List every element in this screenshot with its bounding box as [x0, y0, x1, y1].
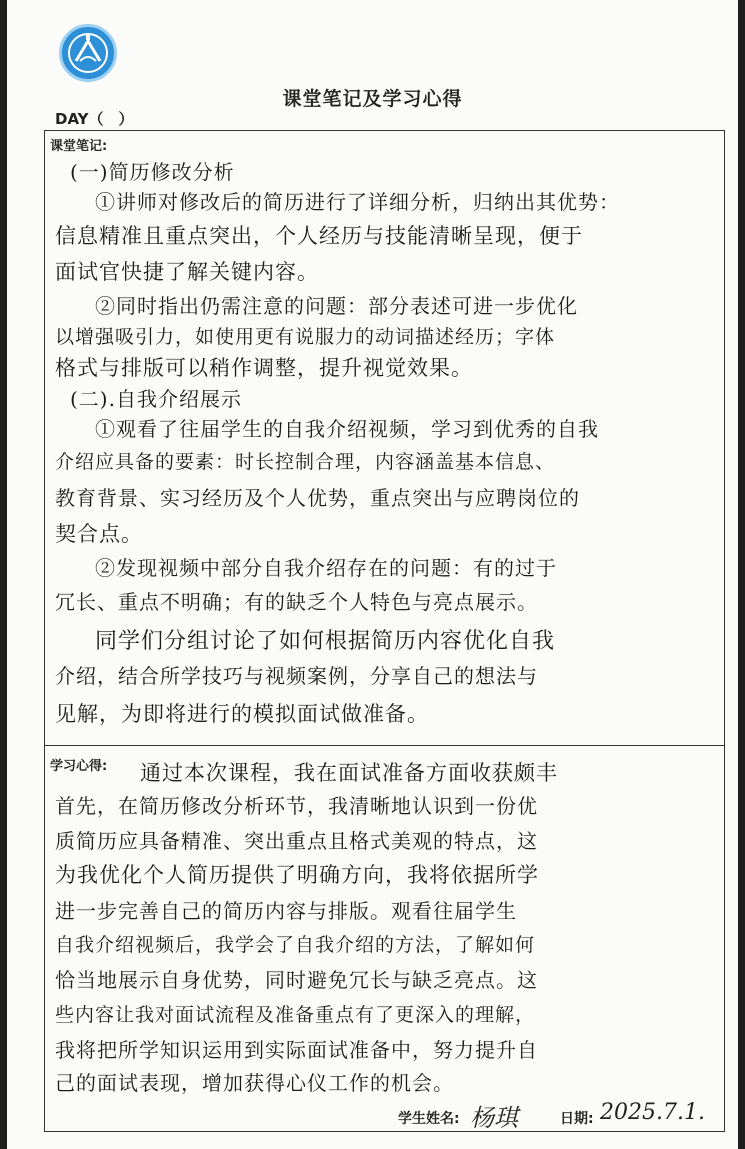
reflection-line: 质简历应具备精准、突出重点且格式美观的特点，这	[55, 829, 538, 853]
page-title: 课堂笔记及学习心得	[282, 88, 463, 110]
reflection-label: 学习心得:	[50, 759, 108, 774]
notes-line: 见解，为即将进行的模拟面试做准备。	[55, 702, 429, 726]
notes-line: 契合点。	[55, 522, 143, 546]
reflection-line: 进一步完善自己的简历内容与排版。观看往届学生	[55, 899, 517, 923]
notes-line: 面试官快捷了解关键内容。	[55, 260, 319, 284]
reflection-line: 通过本次课程，我在面试准备方面收获颇丰	[140, 761, 558, 785]
notes-line: ②发现视频中部分自我介绍存在的问题：有的过于	[95, 556, 557, 580]
reflection-line: 为我优化个人简历提供了明确方向，我将依据所学	[55, 863, 539, 887]
notes-line: 介绍，结合所学技巧与视频案例，分享自己的想法与	[55, 664, 538, 688]
day-label: DAY（ ）	[55, 110, 134, 128]
notes-line: ①观看了往届学生的自我介绍视频，学习到优秀的自我	[95, 417, 599, 441]
notes-line: 介绍应具备的要素：时长控制合理，内容涵盖基本信息、	[55, 451, 556, 473]
notes-line: 以增强吸引力，如使用更有说服力的动词描述经历；字体	[55, 326, 556, 348]
date-label: 日期:	[560, 1111, 594, 1127]
section-divider	[44, 745, 725, 746]
notes-line: 教育背景、实习经历及个人优势，重点突出与应聘岗位的	[55, 486, 580, 510]
notes-line: (一)简历修改分析	[70, 160, 235, 184]
notes-line: ②同时指出仍需注意的问题：部分表述可进一步优化	[95, 294, 578, 318]
school-emblem-icon	[59, 24, 117, 82]
notes-label: 课堂笔记:	[50, 139, 108, 154]
reflection-line: 首先，在简历修改分析环节，我清晰地认识到一份优	[55, 794, 538, 818]
notes-line: 同学们分组讨论了如何根据简历内容优化自我	[95, 629, 556, 654]
notes-line: ①讲师对修改后的简历进行了详细分析，归纳出其优势：	[95, 190, 620, 214]
student-signature: 杨琪	[470, 1104, 518, 1132]
reflection-line: 恰当地展示自身优势，同时避免冗长与缺乏亮点。这	[55, 968, 538, 992]
notes-line: 信息精准且重点突出，个人经历与技能清晰呈现，便于	[55, 224, 583, 248]
reflection-line: 些内容让我对面试流程及准备重点有了更深入的理解，	[55, 1004, 536, 1026]
student-name-label: 学生姓名:	[398, 1111, 460, 1127]
date-value: 2025.7.1.	[600, 1100, 705, 1125]
reflection-line: 我将把所学知识运用到实际面试准备中，努力提升自	[55, 1038, 538, 1062]
notes-line: (二).自我介绍展示	[70, 387, 242, 411]
reflection-line: 己的面试表现，增加获得心仪工作的机会。	[55, 1071, 454, 1095]
notes-line: 冗长、重点不明确；有的缺乏个人特色与亮点展示。	[55, 590, 538, 614]
notes-line: 格式与排版可以稍作调整，提升视觉效果。	[55, 356, 473, 380]
reflection-line: 自我介绍视频后，我学会了自我介绍的方法，了解如何	[55, 934, 536, 956]
